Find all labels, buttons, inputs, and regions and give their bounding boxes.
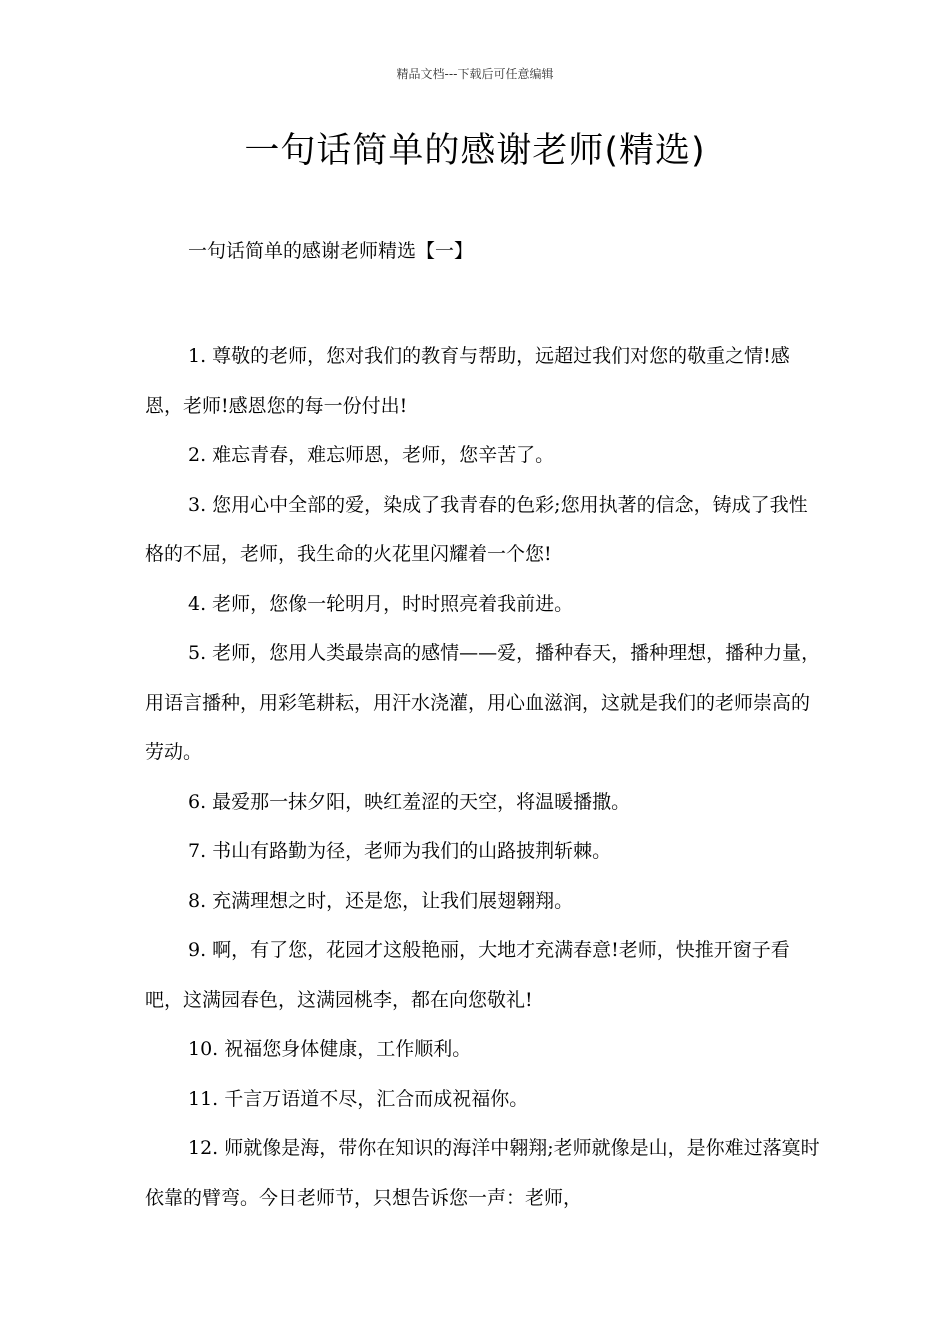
paragraph: 12. 师就像是海，带你在知识的海洋中翱翔;老师就像是山，是你难过落寞时依靠的臂弯。今日老师节，只想告诉您一声：老师， xyxy=(145,1137,820,1209)
paragraph: 10. 祝福您身体健康，工作顺利。 xyxy=(188,1038,472,1060)
paragraph: 1. 尊敬的老师，您对我们的教育与帮助，远超过我们对您的敬重之情!感恩，老师!感恩您的每一份付出! xyxy=(145,345,790,417)
paragraph: 5. 老师，您用人类最崇高的感情——爱，播种春天，播种理想，播种力量，用语言播种，用彩笔耕耘，用汗水浇灌，用心血滋润，这就是我们的老师崇高的劳动。 xyxy=(145,642,821,763)
paragraph: 11. 千言万语道不尽，汇合而成祝福你。 xyxy=(188,1087,529,1110)
paragraph: 3. 您用心中全部的爱，染成了我青春的色彩;您用执著的信念，铸成了我性格的不屈，老师，我生命的火花里闪耀着一个您! xyxy=(145,493,808,565)
document-title: 一句话简单的感谢老师(精选) xyxy=(244,131,706,171)
paragraph: 4. 老师，您像一轮明月，时时照亮着我前进。 xyxy=(188,592,574,615)
section-heading: 一句话简单的感谢老师精选【一】 xyxy=(188,240,474,262)
document-body xyxy=(145,332,825,1223)
paragraph: 9. 啊，有了您，花园才这般艳丽，大地才充满春意!老师，快推开窗子看吧，这满园春色，这满园桃李，都在向您敬礼! xyxy=(145,939,790,1011)
paragraph: 8. 充满理想之时，还是您，让我们展翅翱翔。 xyxy=(188,889,574,912)
paragraph: 2. 难忘青春，难忘师恩，老师，您辛苦了。 xyxy=(188,444,555,466)
header-watermark: 精品文档---下载后可任意编辑 xyxy=(396,67,554,81)
paragraph: 6. 最爱那一抹夕阳，映红羞涩的天空，将温暖播撒。 xyxy=(188,790,631,813)
paragraph: 7. 书山有路勤为径，老师为我们的山路披荆斩棘。 xyxy=(188,840,612,862)
